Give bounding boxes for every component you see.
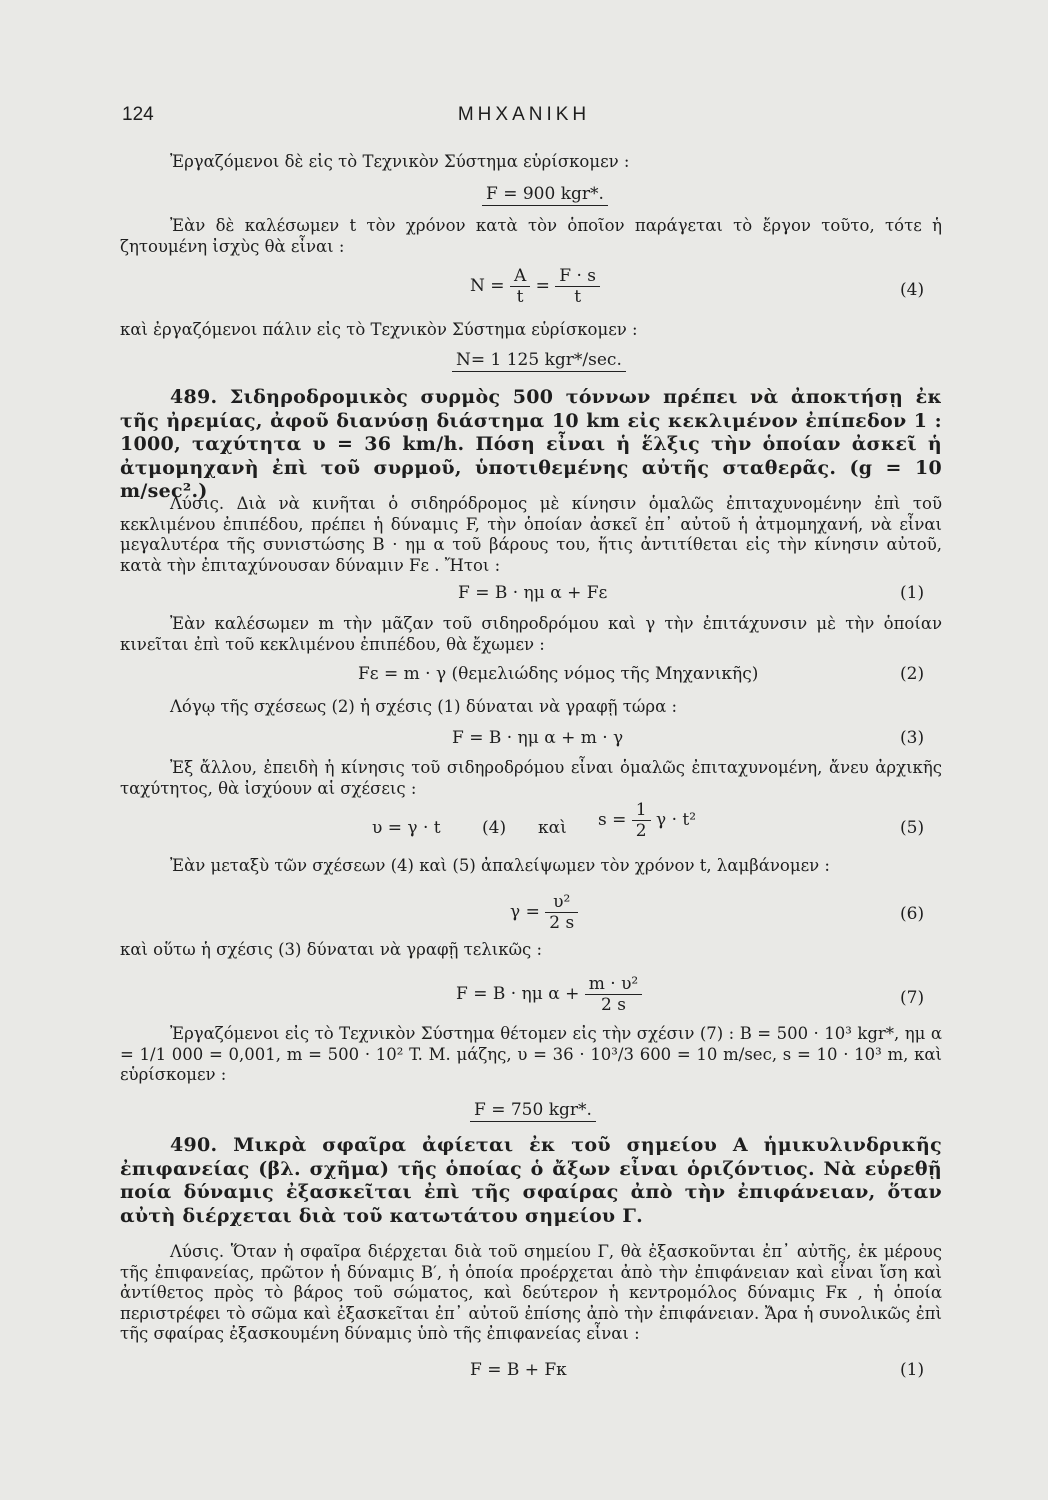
equation-number: (7): [900, 988, 925, 1008]
equation-number: (2): [900, 664, 925, 684]
solution-paragraph: Ἐργαζόμενοι εἰς τὸ Τεχνικὸν Σύστημα θέτομεν εἰς τὴν σχέσιν (7) : B = 500 · 10³ kgr*, ημ α = 1/1 000 = 0,001, m = 500 · 10² T. M. μάζης, υ = 36 · 10³/3 600 = 10 m/sec, s = 10 · 10³ m, καὶ εὑρίσκομεν :: [120, 1024, 942, 1084]
solution-paragraph: Λόγῳ τῆς σχέσεως (2) ἡ σχέσις (1) δύναται νὰ γραφῇ τώρα :: [170, 697, 678, 716]
equation-1: F = B + Fκ: [470, 1360, 567, 1380]
result-force: F = 750 kgr*.: [470, 1100, 596, 1120]
equation-1: F = B · ημ α + Fε: [458, 583, 608, 603]
intro-line: καὶ ἐργαζόμενοι πάλιν εἰς τὸ Τεχνικὸν Σύστημα εὑρίσκομεν :: [120, 320, 638, 339]
equation-5: s = $\frac{1}{2}$ γ · t²: [598, 800, 697, 841]
equation-2: Fε = m · γ (θεμελιώδης νόμος τῆς Μηχανικῆς): [358, 664, 759, 684]
equation-number: (5): [900, 818, 925, 838]
solution-paragraph: καὶ οὕτω ἡ σχέσις (3) δύναται νὰ γραφῇ τελικῶς :: [120, 940, 543, 959]
equation-7: F = B · ημ α + $\frac{\text{m · υ²}}{2 s}$: [456, 974, 642, 1015]
result-force: F = 900 kgr*.: [482, 184, 608, 204]
equation-power: N = $\frac{A}{t}$ = $\frac{F \cdot s}{t}$: [470, 266, 600, 307]
equation-number: (1): [900, 1360, 925, 1380]
intro-line: Ἐργαζόμενοι δὲ εἰς τὸ Τεχνικὸν Σύστημα εὑρίσκομεν :: [170, 152, 630, 171]
equation-6: γ = $\frac{\text{υ²}}{2 s}$: [510, 892, 578, 933]
running-title: ΜΗΧΑΝΙΚΗ: [457, 104, 591, 125]
solution-paragraph: Λύσις. Διὰ νὰ κινῆται ὁ σιδηρόδρομος μὲ κίνησιν ὁμαλῶς ἐπιταχυνομένην ἐπὶ τοῦ κεκλιμένου ἐπιπέδου, πρέπει ἡ δύναμις F, τὴν ὁποίαν ἀσκεῖ ἐπ᾿ αὐτοῦ ἡ ἀτμομηχανή, νὰ εἶναι μεγαλυτέρα τῆς συνιστώσης B · ημ α τοῦ βάρους του, ἥτις ἀντιτίθεται εἰς τὴν κίνησιν αὐτοῦ, κατὰ τὴν ἐπιταχύνουσαν δύναμιν Fε . Ἤτοι :: [120, 494, 942, 575]
intro-paragraph: Ἐὰν δὲ καλέσωμεν t τὸν χρόνον κατὰ τὸν ὁποῖον παράγεται τὸ ἔργον τοῦτο, τότε ἡ ζητουμένη ἰσχὺς θὰ εἶναι :: [120, 216, 942, 256]
problem-490-statement: 490. Μικρὰ σφαῖρα ἀφίεται ἐκ τοῦ σημείου A ἡμικυλινδρικῆς ἐπιφανείας (βλ. σχῆμα) τῆς ὁποίας ὁ ἄξων εἶναι ὁριζόντιος. Νὰ εὑρεθῇ ποία δύναμις ἐξασκεῖται ἐπὶ τῆς σφαίρας ἀπὸ τὴν ἐπιφάνειαν, ὅταν αὐτὴ διέρχεται διὰ τοῦ κατωτάτου σημείου Γ.: [120, 1134, 942, 1227]
equation-4: υ = γ · t: [372, 818, 441, 838]
result-power: N= 1 125 kgr*/sec.: [452, 350, 626, 370]
equation-3: F = B · ημ α + m · γ: [452, 728, 624, 748]
equation-number: (6): [900, 904, 925, 924]
solution-paragraph: Λύσις. Ὅταν ἡ σφαῖρα διέρχεται διὰ τοῦ σημείου Γ, θὰ ἐξασκοῦνται ἐπ᾿ αὐτῆς, ἐκ μέρους τῆς ἐπιφανείας, πρῶτον ἡ δύναμις B′, ἡ ὁποία προέρχεται ἀπὸ τὴν ἐπιφάνειαν καὶ εἶναι ἴση καὶ ἀντίθετος πρὸς τὸ βάρος τοῦ σώματος, καὶ δεύτερον ἡ κεντρομόλος δύναμις Fκ , ἡ ὁποία περιστρέφει τὸ σῶμα καὶ ἐξασκεῖται ἐπ᾿ αὐτοῦ ἐπίσης ἀπὸ τὴν ἐπιφάνειαν. Ἄρα ἡ συνολικῶς ἐπὶ τῆς σφαίρας ἐξασκουμένη δύναμις ὑπὸ τῆς ἐπιφανείας εἶναι :: [120, 1242, 942, 1343]
page-number: 124: [122, 104, 154, 125]
conjunction: καὶ: [538, 818, 567, 838]
equation-number: (4): [482, 818, 507, 838]
problem-489-statement: 489. Σιδηροδρομικὸς συρμὸς 500 τόννων πρέπει νὰ ἀποκτήσῃ ἐκ τῆς ἠρεμίας, ἀφοῦ διανύσῃ διάστημα 10 km εἰς κεκλιμένον ἐπίπεδον 1 : 1000, ταχύτητα υ = 36 km/h. Πόση εἶναι ἡ ἕλξις τὴν ὁποίαν ἀσκεῖ ἡ ἀτμομηχανὴ ἐπὶ τοῦ συρμοῦ, ὑποτιθεμένης αὐτῆς σταθερᾶς. (g = 10 m/sec².): [120, 386, 942, 502]
solution-paragraph: Ἐὰν μεταξὺ τῶν σχέσεων (4) καὶ (5) ἀπαλείψωμεν τὸν χρόνον t, λαμβάνομεν :: [170, 856, 830, 875]
equation-number: (4): [900, 280, 925, 300]
equation-number: (1): [900, 583, 925, 603]
equation-number: (3): [900, 728, 925, 748]
solution-paragraph: Ἐξ ἄλλου, ἐπειδὴ ἡ κίνησις τοῦ σιδηροδρόμου εἶναι ὁμαλῶς ἐπιταχυνομένη, ἄνευ ἀρχικῆς ταχύτητος, θὰ ἰσχύουν αἱ σχέσεις :: [120, 758, 942, 798]
solution-paragraph: Ἐὰν καλέσωμεν m τὴν μᾶζαν τοῦ σιδηροδρόμου καὶ γ τὴν ἐπιτάχυνσιν μὲ τὴν ὁποίαν κινεῖται ἐπὶ τοῦ κεκλιμένου ἐπιπέδου, θὰ ἔχωμεν :: [120, 614, 942, 654]
